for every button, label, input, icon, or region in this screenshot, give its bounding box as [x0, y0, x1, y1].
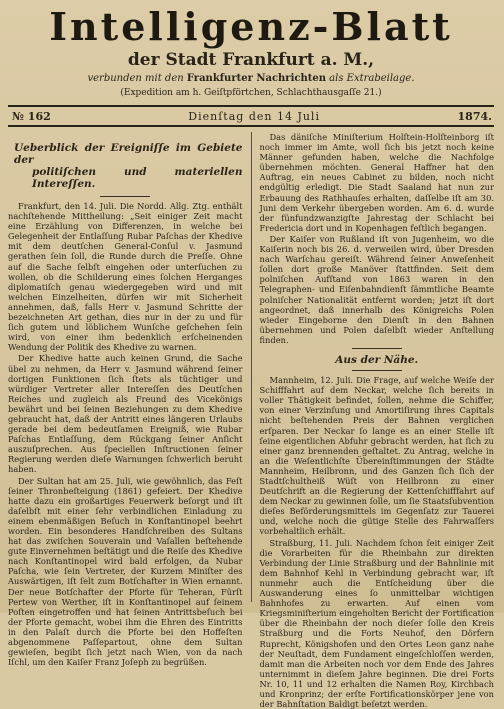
article-paragraph: Mannheim, 12. Juli. Die Frage, auf welche Weiſe der Schifffahrt auf dem Neckar, welche ſich bereits in voller Thätigkeit befindet, ſollen, nehme die Schiffer, von einer Verzinſung und Amortiſirung ihres Capitals nicht beſtehenden Preis der Bahnen verglichen erſparen. Der Neckar ſo lange es an einer Stelle iſt ſeine eigentlichen Abfuhr gebracht werden, hat ſich zu einer ganz brennenden geſtaltet. Zu Antrag, welche in an die Weſentlichſte Übereinſtimmungen der Städte Mannheim, Heilbronn, und des Ganzen ſich ſich der Stadtſchultheiß Wüſt von Heilbronn zu einer Deutſchrift an die Regierung der Kettenſchifffahrt auf dem Neckar zu gewinnen ſolle, um ſie Staatsſubvention dieſes Beförderungsmittels im Gegenſatz zur Tauerei und, welche noch die gütige Stelle des Fahrwaſſers vorbehaltlich erhält. — [259, 375, 494, 537]
bound-name: Frankfurter Nachrichten — [186, 73, 326, 84]
expedition-line: (Expedition am h. Geiſtpförtchen, Schlachthausgaſſe 21.) — [120, 88, 382, 98]
column-divider — [251, 132, 252, 602]
section-divider — [352, 348, 402, 349]
article-paragraph: Frankfurt, den 14. Juli. Die Nordd. Allg. Ztg. enthält nachſtehende Mittheilung: „Seit einiger Zeit macht eine Erzählung von Differenzen, in welche bei Gelegenheit der Entlaſſung Rubar Paſchas der Khedive mit dem deutſchen General-Conſul v. Jasmund gerathen ſein ſoll, die Runde durch die Preſſe. Ohne auf die Sache ſelbſt eingehen oder unterſuchen zu wollen, ob die Schilderung eines ſolchen Herganges diplomatiſch genau wiedergegeben wird und mit welchen Einzelheiten, dürfen wir mit Sicherheit annehmen, daß, falls Herr v. Jasmund Schritte der bezeichneten Art gethan, dies nur in der zu und für ſich gutem und löblichem Wunſche geſchehen ſein wird, von einer ihm bedenklich erſcheinenden Wendung der Politik des Khedive zu warnen. — [8, 201, 243, 353]
right-column — [259, 132, 495, 709]
bound-prefix: verbunden mit den — [87, 73, 184, 84]
newspaper-title: Intelligenz-Blatt — [49, 4, 453, 49]
overview-heading-line1: Ueberblick der Ereigniſſe im Gebiete der — [14, 142, 243, 166]
article-paragraph: Der Khedive hatte auch keinen Grund, die Sache übel zu nehmen, da Herr v. Jasmund während ſeiner dortigen Funktionen ſich ſtets als tüchtiger und würdiger Vertreter aller Intereſſen des Deutſchen Reiches und zugleich als Freund des Vicekönigs bewährt und bei ſeinen Beziehungen zu dem Khedive gebraucht hat, daß der Antritt eines längeren Urlaubs gerade bei dem bedeutſamen Ereigniß, wie Rubar Paſchas Entlaſſung, dem Rückgang ſeiner Anſicht auszuſprechen. Aus ſpeciellen Inſtructionen ſeiner Regierung werden dieſe Warnungen ſchwerlich beruht haben. — [8, 353, 243, 475]
heading-divider — [100, 196, 150, 197]
left-column — [8, 132, 243, 668]
article-paragraph: Der Kaiſer von Rußland iſt von Jugenheim, wo die Kaiſerin noch bis 26. d. verweilen wird, über Dresden nach Warſchau gereiſt. Während ſeiner Anweſenheit ſollen dort große Manöver ſtattfinden. Seit dem polniſchen Aufſtand von 1863 waren in den Telegraphen- und Eiſenbahndienſt ſämmtliche Beamte polniſcher Nationalität entfernt worden; jetzt iſt dort angeordnet, daß innerhalb des Königreichs Polen wieder Eingeborne den Dienſt in den Bahnen übernehmen und Polen daſelbſt wieder Anſtellung finden. — [259, 233, 494, 345]
masthead — [8, 0, 494, 99]
overview-heading — [14, 142, 243, 190]
article-paragraph: Straßburg, 11. Juli. Nachdem ſchon ſeit einiger Zeit die Vorarbeiten für die Rheinbahn zur direkten Verbindung der Linie Straßburg und der Bahnlinie mit dem Bahnhof Kehl in Verbindung gebracht war, iſt nunmehr auch die Entſcheidung über die Auswanderung eines ſo unmittelbar wichtigen Bahnhofes zu erwarten. Auf einen vom Kriegsminiſterium eingeholten Bericht der Fortification über die Rheinbahn der noch dieſer ſolle den Kreis Straßburg und die Forts Neuhof, den Dörfern Ruprecht, Königshofen und den Ortes Leon ganz nahe der Neuſtadt, dem Fundament eingeſchloſſen werden, damit man die Arbeiten noch vor dem Ende des Jahres unternimmt in dieſem Jahre beginnen. Die drei Forts Nr. 10, 11 und 12 erhalten die Namen Roy, Kirchbach und Kronprinz; der erſte Fortificationskörper jene von der Bahnſtation Baldigt beſetzt werden. — [259, 537, 494, 709]
issue-number: № 162 — [12, 110, 51, 123]
overview-heading-line2: politiſchen und materiellen Intereſſen. — [32, 166, 243, 190]
article-paragraph: Das däniſche Miniſterium Holſtein-Holſteinborg iſt noch immer im Amte, woll ſich bis jetzt noch keine Männer gefunden haben, welche die Nachfolge übernehmen möchten. General Haffner hat den Auftrag, ein neues Cabinet zu bilden, noch nicht endgültig erledigt. Die Stadt Saaland hat nun zur Erbauung des Rathhauſes erhalten, daſſelbe iſt am 30. Juni dem Verkehr übergeben worden. Am 6. d. wurde der fünfundzwanzigſte Jahrestag der Schlacht bei Fredericia dort und in Kopenhagen feſtlich begangen. — [259, 132, 494, 233]
bound-with-line — [8, 72, 494, 85]
newspaper-subtitle: der Stadt Frankfurt a. M., — [127, 50, 375, 70]
bound-suffix: als Extrabeilage. — [329, 73, 415, 84]
issue-date: Dienſtag den 14 Juli — [188, 110, 320, 123]
article-columns — [8, 132, 494, 709]
dateline — [8, 105, 494, 127]
issue-year: 1874. — [457, 110, 492, 123]
section-title: Aus der Nähe. — [335, 353, 419, 366]
article-paragraph: Der Sultan hat am 25. Juli, wie gewöhnlich, das Feſt ſeiner Thronbeſteigung (1861) gefeiert. Der Khedive hatte dazu ein großartiges Feuerwerk beſorgt und iſt daſelbſt mit einer ſehr verbindlichen Einladung zu einem ebenmäßigen Beſuch in Konſtantinopel beehrt worden. Ein besonderes Handſchreiben des Sultans hat das zwiſchen Souverain und Vaſallen beſtehende gute Einvernehmen beſtätigt und die Reiſe des Khedive nach Konſtantinopel wird bald erfolgen, da Nubar Paſcha, wie ſein Vertreter, der Kurzem Miniſter des Auswärtigen, iſt ſelt zum Botſchafter in Wien ernannt. Der neue Botſchafter der Pforte für Teheran, Fürſt Pertew von Werther, iſt in Konſtantinopel auf ſeinem Poſten eingetroffen und hat ſeinen Antrittsbeſuch bei der Pforte gemacht, wobei ihm die Ehren des Eintritts in den Palaſt durch die Pforte bei den Hoffeſten abgenommene Paſſepartout, ohne dem Sultan gewieſen, begibt ſich jetzt nach Wien, von da nach Iſchl, um den Kaiſer Franz Joſeph zu begrüßen. — [8, 475, 243, 668]
section-divider — [352, 370, 402, 371]
